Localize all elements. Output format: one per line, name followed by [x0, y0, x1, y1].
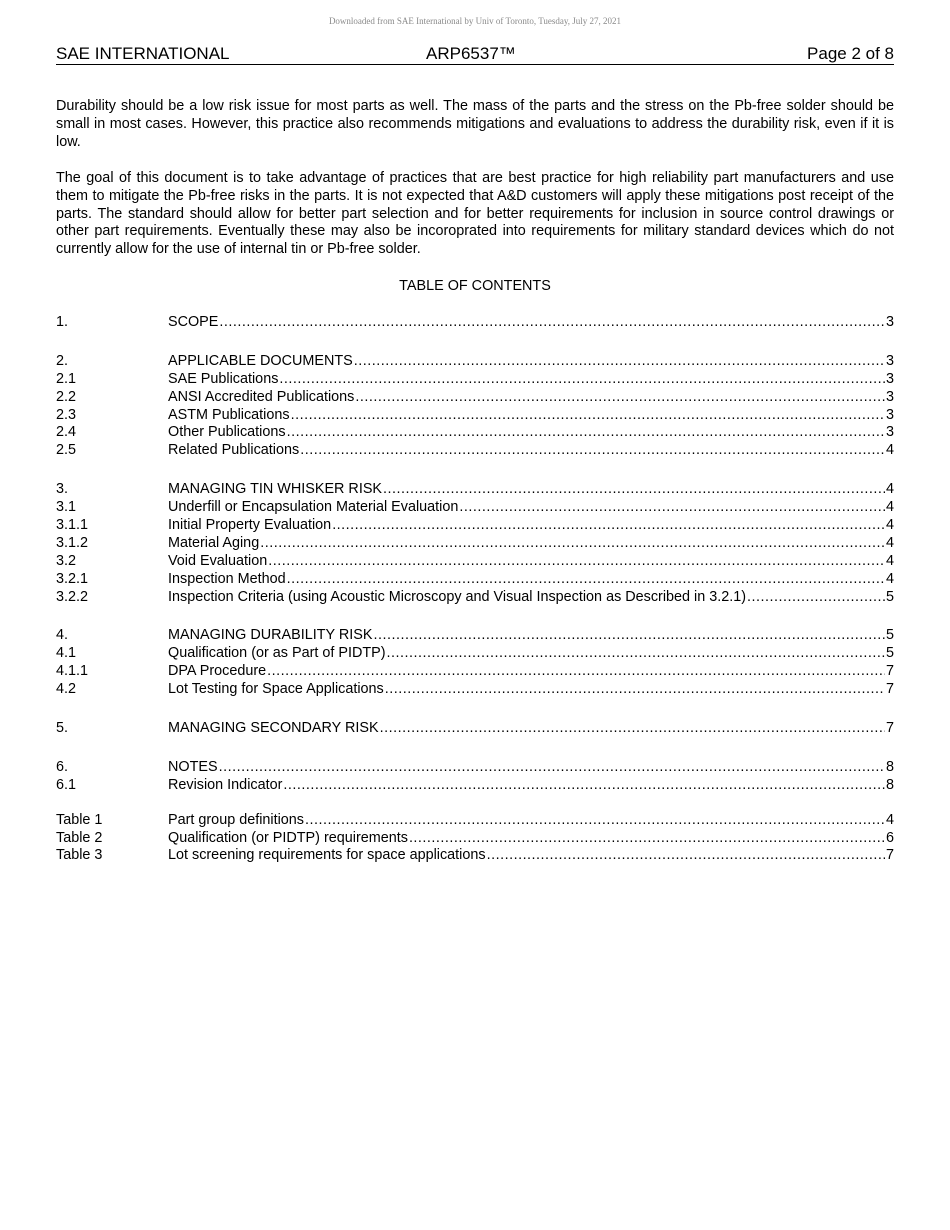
toc-entry-number: Table 1	[56, 811, 103, 828]
toc-entry-line	[168, 645, 894, 663]
toc-entry-page: 3	[885, 388, 894, 405]
toc-dot-leader	[487, 847, 885, 865]
toc-entry-title: Qualification (or PIDTP) requirements	[168, 829, 408, 846]
toc-entry-line	[168, 720, 894, 738]
toc-entry[interactable]	[56, 517, 894, 535]
toc-entry-page: 8	[885, 758, 894, 775]
toc-group	[56, 759, 894, 795]
toc-entry-title: Initial Property Evaluation	[168, 517, 332, 534]
toc-entry[interactable]	[56, 389, 894, 407]
toc-entry-number: 3.2	[56, 552, 77, 569]
toc-entry-title: Inspection Criteria (using Acoustic Microscopy and Visual Inspection as Described in 3.2.1)	[168, 588, 747, 605]
toc-entry-page: 5	[885, 588, 894, 605]
toc-entry-title: Lot screening requirements for space applications	[168, 847, 486, 864]
toc-dot-leader	[287, 424, 885, 442]
toc-entry[interactable]	[56, 407, 894, 425]
toc-entry-page: 6	[885, 829, 894, 846]
toc-entry[interactable]	[56, 759, 894, 777]
toc-entry-page: 4	[885, 442, 894, 459]
toc-entry[interactable]	[56, 553, 894, 571]
toc-entry-page: 3	[885, 424, 894, 441]
table-of-contents	[56, 314, 894, 886]
toc-dot-leader	[383, 481, 885, 499]
header-document-id: ARP6537™	[426, 44, 516, 63]
toc-dot-leader	[459, 499, 885, 517]
toc-entry-page: 4	[885, 481, 894, 498]
toc-entry-title: DPA Procedure	[168, 663, 267, 680]
toc-entry-line	[168, 571, 894, 589]
toc-entry-title: MANAGING TIN WHISKER RISK	[168, 481, 383, 498]
toc-entry[interactable]	[56, 847, 894, 865]
toc-entry-page: 4	[885, 552, 894, 569]
toc-entry-page: 8	[885, 776, 894, 793]
toc-entry-line	[168, 314, 894, 332]
toc-entry-line	[168, 830, 894, 848]
toc-entry-line	[168, 499, 894, 517]
toc-entry-title: Revision Indicator	[168, 776, 283, 793]
toc-entry[interactable]	[56, 499, 894, 517]
toc-entry-title: Lot Testing for Space Applications	[168, 681, 384, 698]
toc-entry-title: NOTES	[168, 758, 218, 775]
toc-entry-line	[168, 627, 894, 645]
toc-entry-line	[168, 589, 894, 607]
body-paragraph-goal: The goal of this document is to take advantage of practices that are best practice for high reliability part manufacturers and use them to mitigate the Pb-free risks in the parts. It is not expected that A&D customers will apply these mitigations post receipt of the parts. The standard should allow for better part selection and for better requirements for inclusion in source control drawings or other part requirements. Eventually these may also be incoroprated into requirements for military standard devices which do not currently allow for the use of internal tin or Pb-free solder.	[56, 170, 894, 258]
toc-entry-page: 4	[885, 534, 894, 551]
toc-entry[interactable]	[56, 663, 894, 681]
toc-entry-number: 4.1	[56, 645, 77, 662]
toc-entry-title: Material Aging	[168, 534, 260, 551]
toc-entry[interactable]	[56, 424, 894, 442]
toc-entry-title: ANSI Accredited Publications	[168, 388, 355, 405]
download-watermark: Downloaded from SAE International by Univ of Toronto, Tuesday, July 27, 2021	[328, 16, 622, 26]
toc-dot-leader	[355, 389, 885, 407]
toc-dot-leader	[354, 353, 885, 371]
toc-dot-leader	[283, 777, 885, 795]
toc-entry-page: 3	[885, 370, 894, 387]
toc-entry-number: 4.	[56, 627, 69, 644]
toc-entry[interactable]	[56, 571, 894, 589]
toc-entry-title: MANAGING DURABILITY RISK	[168, 627, 373, 644]
toc-group	[56, 314, 894, 332]
toc-entry-page: 4	[885, 499, 894, 516]
toc-entry-page: 3	[885, 352, 894, 369]
toc-entry[interactable]	[56, 371, 894, 389]
toc-group	[56, 353, 894, 460]
toc-dot-leader	[305, 812, 885, 830]
toc-entry-number: 3.2.2	[56, 588, 89, 605]
toc-entry-title: Inspection Method	[168, 570, 286, 587]
toc-entry-page: 3	[885, 314, 894, 330]
toc-entry-number: 2.3	[56, 406, 77, 423]
toc-entry-number: 2.	[56, 352, 69, 369]
toc-dot-leader	[385, 681, 885, 699]
toc-entry-title: SAE Publications	[168, 370, 279, 387]
toc-group	[56, 720, 894, 738]
toc-entry-number: Table 2	[56, 829, 103, 846]
toc-entry-number: 3.	[56, 481, 69, 498]
toc-entry-line	[168, 389, 894, 407]
toc-entry-line	[168, 759, 894, 777]
toc-entry[interactable]	[56, 353, 894, 371]
toc-dot-leader	[300, 442, 885, 460]
toc-entry-page: 7	[885, 663, 894, 680]
toc-entry[interactable]	[56, 481, 894, 499]
toc-entry-page: 7	[885, 720, 894, 737]
toc-entry-title: Part group definitions	[168, 811, 304, 828]
toc-entry-title: APPLICABLE DOCUMENTS	[168, 352, 353, 369]
toc-entry-number: 6.	[56, 758, 69, 775]
toc-title: TABLE OF CONTENTS	[399, 278, 551, 294]
header-page-indicator: Page 2 of 8	[807, 44, 894, 63]
toc-entry-title: Related Publications	[168, 442, 300, 459]
toc-entry-number: 5.	[56, 720, 69, 737]
toc-entry-number: Table 3	[56, 847, 103, 864]
toc-entry-number: 2.5	[56, 442, 77, 459]
toc-entry-line	[168, 812, 894, 830]
toc-entry-number: 3.1.2	[56, 534, 89, 551]
toc-entry-page: 7	[885, 847, 894, 864]
toc-dot-leader	[267, 663, 885, 681]
toc-entry-line	[168, 371, 894, 389]
toc-entry-line	[168, 517, 894, 535]
toc-entry[interactable]	[56, 681, 894, 699]
toc-entry-page: 4	[885, 570, 894, 587]
toc-group	[56, 627, 894, 699]
toc-entry[interactable]	[56, 442, 894, 460]
toc-entry-page: 3	[885, 406, 894, 423]
toc-entry-line	[168, 442, 894, 460]
toc-entry-title: MANAGING SECONDARY RISK	[168, 720, 379, 737]
toc-entry-number: 4.1.1	[56, 663, 89, 680]
toc-entry-line	[168, 535, 894, 553]
toc-group	[56, 812, 894, 866]
toc-entry-page: 5	[885, 645, 894, 662]
toc-entry[interactable]	[56, 589, 894, 607]
toc-dot-leader	[332, 517, 885, 535]
toc-entry-number: 6.1	[56, 776, 77, 793]
toc-entry-title: SCOPE	[168, 314, 219, 330]
toc-dot-leader	[260, 535, 885, 553]
toc-entry-line	[168, 407, 894, 425]
toc-entry-number: 4.2	[56, 681, 77, 698]
toc-entry-line	[168, 777, 894, 795]
toc-entry-title: ASTM Publications	[168, 406, 290, 423]
toc-entry-line	[168, 553, 894, 571]
toc-dot-leader	[268, 553, 885, 571]
toc-entry[interactable]	[56, 314, 894, 332]
toc-entry-page: 7	[885, 681, 894, 698]
toc-entry-page: 4	[885, 811, 894, 828]
toc-entry-page: 4	[885, 517, 894, 534]
toc-entry-title: Underfill or Encapsulation Material Evaluation	[168, 499, 459, 516]
toc-entry-number: 2.1	[56, 370, 77, 387]
toc-entry-title: Other Publications	[168, 424, 286, 441]
toc-dot-leader	[219, 314, 885, 332]
toc-entry-line	[168, 681, 894, 699]
toc-entry-line	[168, 424, 894, 442]
toc-entry[interactable]	[56, 812, 894, 830]
header-organization: SAE INTERNATIONAL	[56, 44, 230, 63]
toc-entry-number: 3.1.1	[56, 517, 89, 534]
toc-entry-number: 3.2.1	[56, 570, 89, 587]
toc-entry[interactable]	[56, 777, 894, 795]
toc-entry-line	[168, 353, 894, 371]
toc-entry-number: 2.4	[56, 424, 77, 441]
toc-dot-leader	[387, 645, 885, 663]
toc-dot-leader	[380, 720, 885, 738]
toc-entry-title: Void Evaluation	[168, 552, 268, 569]
toc-dot-leader	[373, 627, 885, 645]
toc-dot-leader	[291, 407, 885, 425]
toc-dot-leader	[287, 571, 885, 589]
toc-entry-title: Qualification (or as Part of PIDTP)	[168, 645, 386, 662]
toc-entry[interactable]	[56, 830, 894, 848]
page-header	[56, 44, 894, 65]
body-paragraph-durability: Durability should be a low risk issue for most parts as well. The mass of the parts and the stress on the Pb-free solder should be small in most cases. However, this practice also recommends mitigations and evaluations to address the durability risk, even if it is low.	[56, 98, 894, 150]
toc-entry-number: 2.2	[56, 388, 77, 405]
toc-entry[interactable]	[56, 645, 894, 663]
toc-dot-leader	[409, 830, 885, 848]
toc-entry-line	[168, 663, 894, 681]
toc-dot-leader	[219, 759, 885, 777]
toc-entry-number: 1.	[56, 314, 69, 330]
toc-entry[interactable]	[56, 627, 894, 645]
toc-entry-line	[168, 847, 894, 865]
toc-entry-number: 3.1	[56, 499, 77, 516]
toc-entry-line	[168, 481, 894, 499]
toc-entry[interactable]	[56, 535, 894, 553]
toc-entry[interactable]	[56, 720, 894, 738]
toc-group	[56, 481, 894, 606]
toc-dot-leader	[279, 371, 885, 389]
toc-dot-leader	[747, 589, 885, 607]
toc-entry-page: 5	[885, 627, 894, 644]
